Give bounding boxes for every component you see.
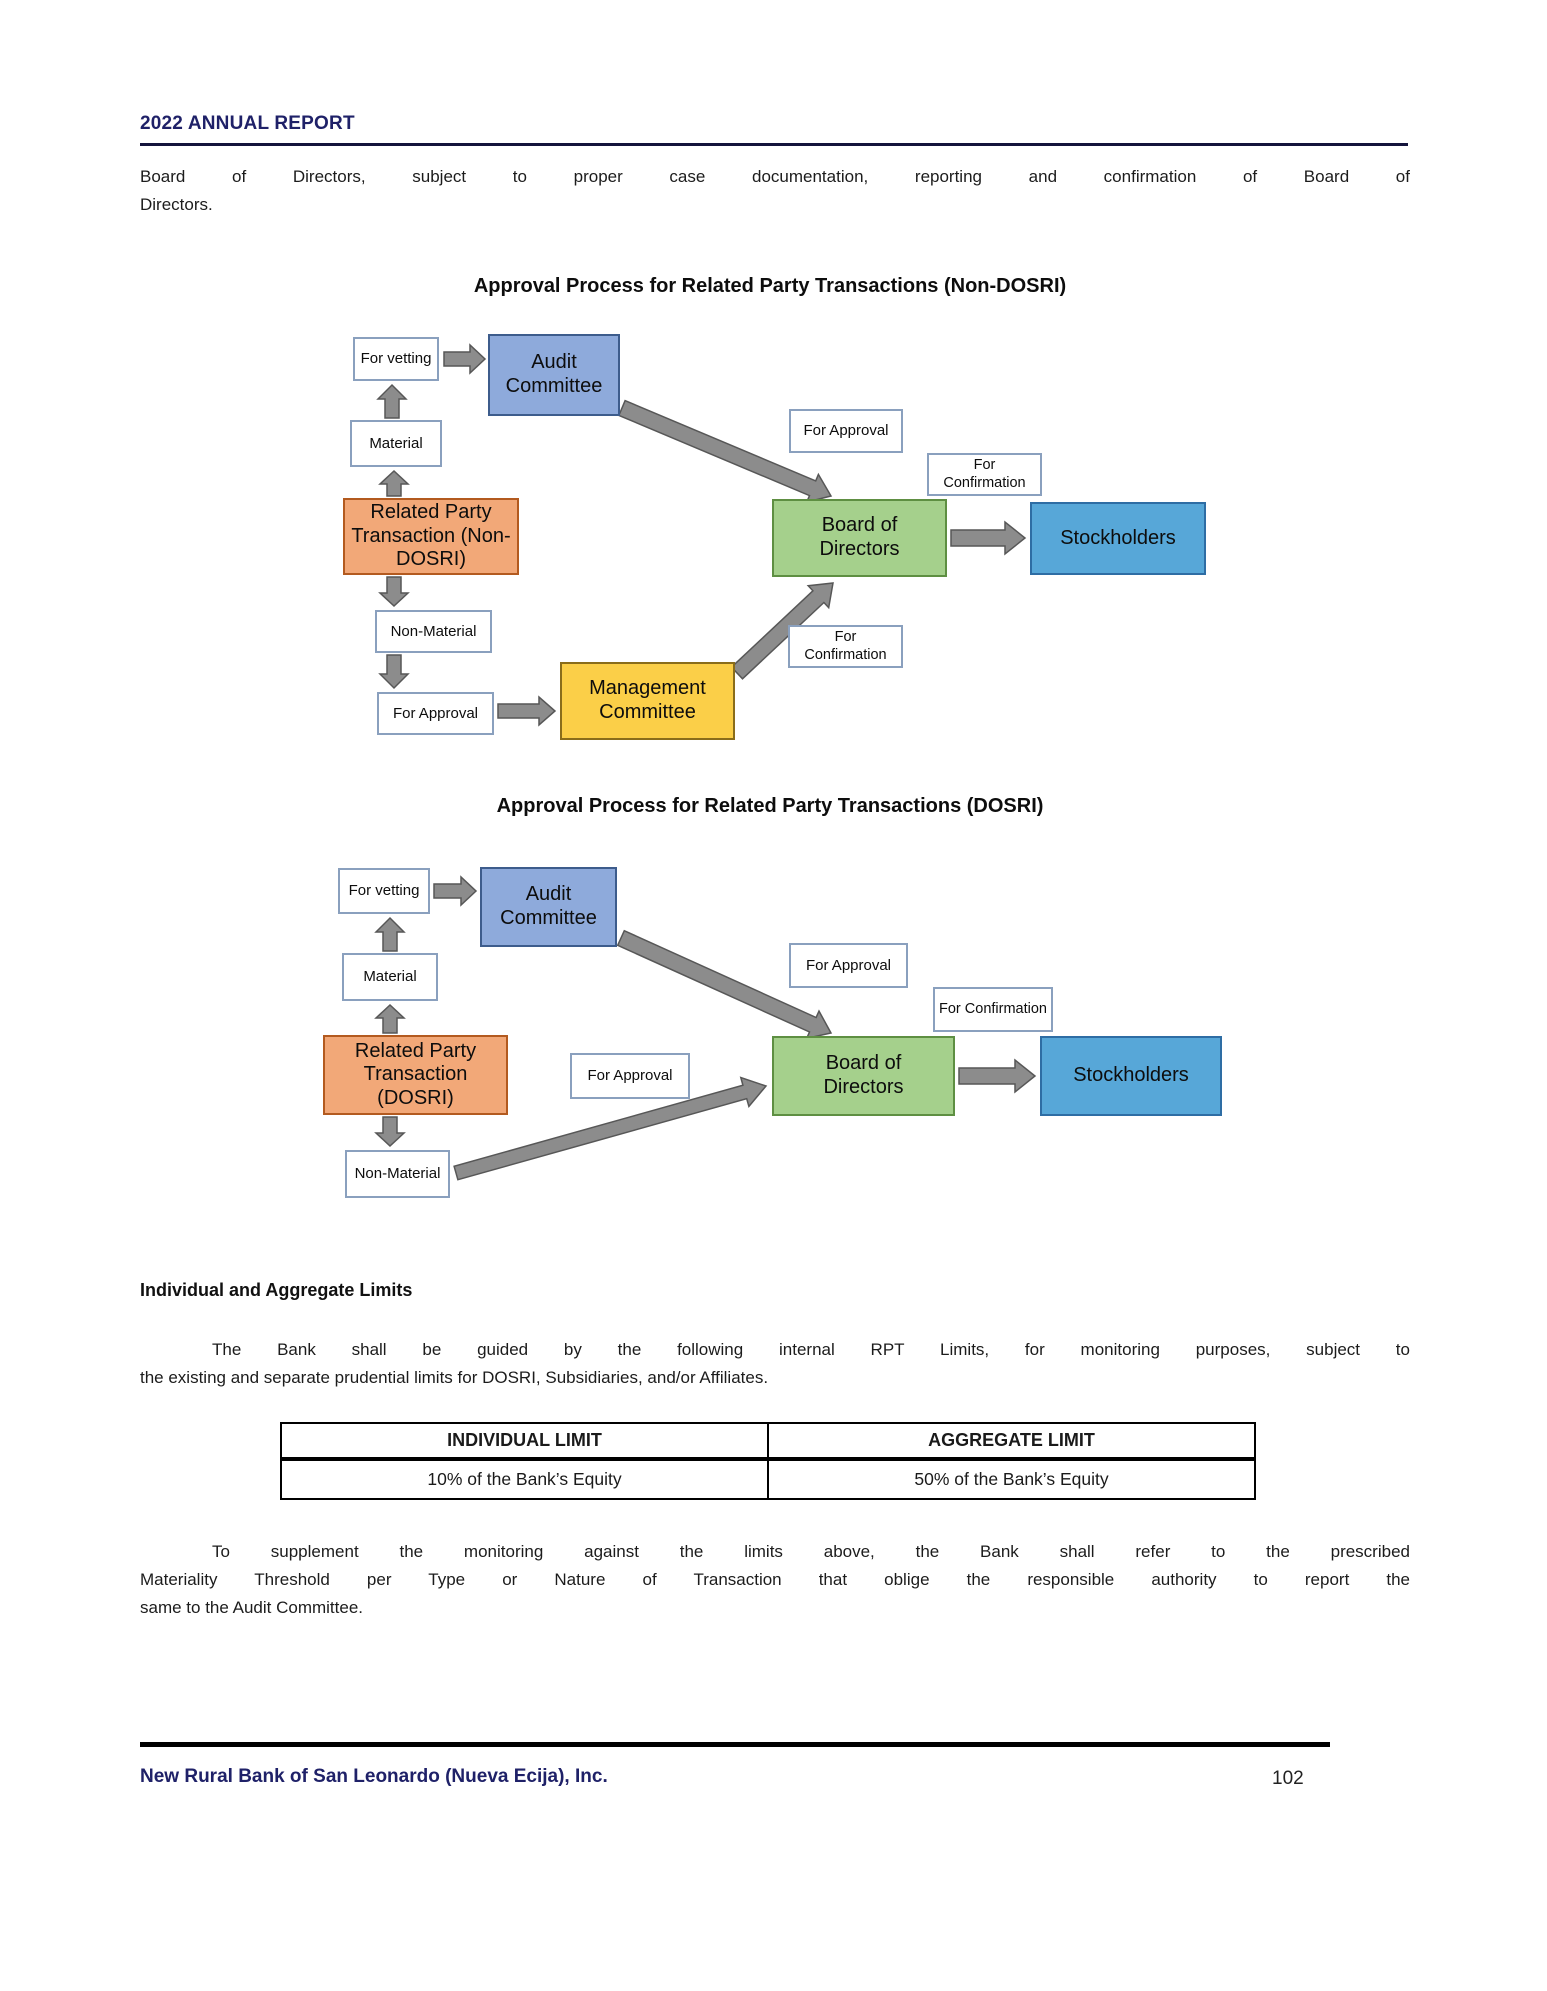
paragraph-line: the existing and separate prudential limits for DOSRI, Subsidiaries, and/or Affiliates.	[140, 1368, 769, 1387]
node-non-material: Non-Material	[345, 1150, 450, 1198]
paragraph-line: Directors.	[140, 195, 213, 214]
diagram-non-dosri	[0, 270, 1547, 750]
diagram-dosri	[0, 790, 1547, 1230]
label-for-confirmation: For Confirmation	[788, 625, 903, 668]
diagram-title: Approval Process for Related Party Transactions (DOSRI)	[496, 795, 1044, 817]
node-stockholders: Stockholders	[1040, 1036, 1222, 1116]
label-for-confirmation: For Confirmation	[927, 453, 1042, 496]
node-management-committee: Management Committee	[560, 662, 735, 740]
label-for-approval: For Approval	[789, 409, 903, 453]
paragraph-line: same to the Audit Committee.	[140, 1598, 363, 1617]
flow-arrow	[498, 697, 555, 725]
header-rule	[140, 143, 1408, 146]
paragraph-line: Materiality Threshold per Type or Nature of Transaction that oblige the responsible authority to report the	[140, 1570, 1410, 1589]
node-audit-committee: Audit Committee	[480, 867, 617, 947]
label-for-approval: For Approval	[789, 943, 908, 988]
paragraph-line: Board of Directors, subject to proper case documentation, reporting and confirmation of Board of	[140, 167, 1410, 186]
limits-note-paragraph	[140, 1538, 1410, 1622]
label-for-confirmation: For Confirmation	[933, 987, 1053, 1032]
footer-rule	[140, 1742, 1330, 1747]
flow-arrow	[951, 522, 1025, 554]
table-row	[281, 1459, 1255, 1499]
limits-intro-paragraph	[140, 1336, 1410, 1392]
table-cell: 10% of the Bank’s Equity	[281, 1459, 768, 1499]
table-header-row	[281, 1423, 1255, 1459]
page-number: 102	[1272, 1768, 1304, 1789]
node-material: Material	[342, 953, 438, 1001]
flow-arrow	[444, 345, 485, 373]
table-header-cell: AGGREGATE LIMIT	[768, 1423, 1255, 1459]
report-title: 2022 ANNUAL REPORT	[140, 113, 355, 134]
node-board-of-directors: Board of Directors	[772, 1036, 955, 1116]
section-heading: Individual and Aggregate Limits	[140, 1280, 413, 1300]
limits-table	[280, 1422, 1256, 1500]
flow-arrow	[380, 471, 408, 496]
paragraph-line: The Bank shall be guided by the following internal RPT Limits, for monitoring purposes, subject to	[212, 1340, 1410, 1359]
node-material: Material	[350, 420, 442, 467]
node-stockholders: Stockholders	[1030, 502, 1206, 575]
node-related-party-transaction: Related Party Transaction (DOSRI)	[323, 1035, 508, 1115]
footer-bank-name: New Rural Bank of San Leonardo (Nueva Ecija), Inc.	[140, 1766, 608, 1787]
flow-arrow	[376, 1117, 404, 1146]
label-for-approval: For Approval	[570, 1053, 690, 1099]
node-for-approval: For Approval	[377, 692, 494, 735]
node-for-vetting: For vetting	[353, 337, 439, 381]
flow-arrow	[380, 655, 408, 688]
node-board-of-directors: Board of Directors	[772, 499, 947, 577]
node-for-vetting: For vetting	[338, 868, 430, 914]
node-audit-committee: Audit Committee	[488, 334, 620, 416]
node-related-party-transaction: Related Party Transaction (Non-DOSRI)	[343, 498, 519, 575]
flow-arrows-layer	[0, 790, 1547, 1230]
paragraph-line: To supplement the monitoring against the limits above, the Bank shall refer to the prescribed	[212, 1542, 1410, 1561]
flow-arrow	[959, 1060, 1035, 1092]
flow-arrow	[376, 918, 404, 951]
intro-paragraph	[140, 163, 1410, 219]
table-cell: 50% of the Bank’s Equity	[768, 1459, 1255, 1499]
table-header-cell: INDIVIDUAL LIMIT	[281, 1423, 768, 1459]
diagram-title: Approval Process for Related Party Transactions (Non-DOSRI)	[473, 275, 1067, 297]
flow-arrow	[380, 577, 408, 606]
node-non-material: Non-Material	[375, 610, 492, 653]
flow-arrow	[376, 1005, 404, 1033]
flow-arrow	[378, 385, 406, 418]
flow-arrow	[434, 877, 476, 905]
